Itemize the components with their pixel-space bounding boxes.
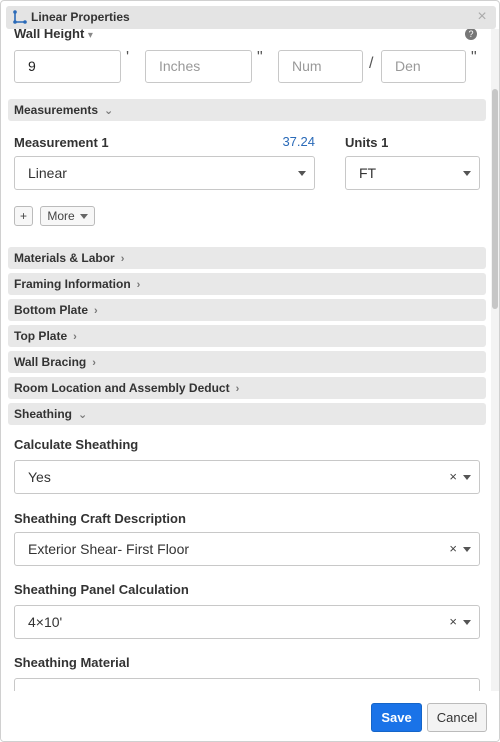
measurement-type-value: Linear	[28, 165, 67, 181]
wall-height-num-input[interactable]: Num	[278, 50, 363, 83]
info-icon[interactable]: ?	[465, 29, 477, 40]
chevron-right-icon: ›	[235, 383, 240, 395]
cancel-button[interactable]: Cancel	[427, 703, 487, 732]
measurement-type-select[interactable]	[14, 156, 315, 190]
chevron-right-icon: ›	[94, 305, 98, 317]
clear-icon[interactable]: ×	[449, 614, 457, 629]
fraction-slash: /	[369, 55, 374, 72]
wall-height-label: Wall Height ▾	[14, 29, 93, 41]
craft-description-value: Exterior Shear- First Floor	[28, 541, 190, 557]
wall-height-inches-input[interactable]: Inches	[145, 50, 252, 83]
sheathing-material-label: Sheathing Material	[14, 655, 130, 670]
section-materials-labor[interactable]	[8, 247, 486, 269]
caret-down-icon	[298, 171, 306, 176]
clear-icon[interactable]: ×	[449, 541, 457, 556]
section-bottom-plate[interactable]	[8, 299, 486, 321]
caret-down-icon	[463, 171, 471, 176]
craft-description-select[interactable]	[14, 532, 480, 566]
den-inches-mark: "	[471, 49, 477, 66]
section-measurements[interactable]	[8, 99, 486, 121]
section-top-plate[interactable]	[8, 325, 486, 347]
more-label: More	[47, 209, 75, 223]
panel-calculation-label: Sheathing Panel Calculation	[14, 582, 189, 597]
section-label: Materials & Labor	[14, 251, 115, 265]
section-wall-bracing[interactable]	[8, 351, 486, 373]
section-label: Framing Information	[14, 277, 131, 291]
wall-height-den-input[interactable]: Den	[381, 50, 466, 83]
units-1-label: Units 1	[345, 135, 389, 150]
chevron-right-icon: ›	[136, 279, 141, 291]
chevron-down-icon: ⌄	[104, 105, 114, 117]
section-label: Room Location and Assembly Deduct	[14, 381, 230, 395]
dialog-titlebar[interactable]	[6, 6, 496, 29]
add-measurement-button[interactable]: +	[14, 206, 33, 226]
sheathing-material-select[interactable]	[14, 678, 480, 691]
section-framing-information[interactable]	[8, 273, 486, 295]
caret-down-icon	[80, 214, 88, 219]
dialog-content	[1, 29, 491, 691]
scrollbar-thumb[interactable]	[492, 89, 498, 309]
caret-down-icon	[463, 620, 471, 625]
section-room-location[interactable]	[8, 377, 486, 399]
save-button[interactable]: Save	[371, 703, 422, 732]
section-label: Wall Bracing	[14, 355, 87, 369]
linear-measure-icon	[12, 10, 27, 25]
wall-height-feet-input[interactable]: 9	[14, 50, 121, 83]
dialog-title: Linear Properties	[31, 10, 130, 24]
chevron-right-icon: ›	[73, 331, 77, 343]
units-value: FT	[359, 165, 377, 181]
feet-mark: '	[126, 49, 130, 66]
section-label: Top Plate	[14, 329, 68, 343]
panel-calculation-value: 4×10'	[28, 614, 63, 630]
chevron-right-icon: ›	[92, 357, 96, 369]
chevron-down-icon: ⌄	[78, 409, 88, 421]
section-sheathing-label: Sheathing	[14, 407, 73, 421]
calculate-sheathing-select[interactable]	[14, 460, 480, 494]
clear-icon[interactable]: ×	[449, 469, 457, 484]
panel-calculation-select[interactable]	[14, 605, 480, 639]
craft-description-label: Sheathing Craft Description	[14, 511, 186, 526]
calculate-sheathing-value: Yes	[28, 469, 51, 485]
section-sheathing[interactable]	[8, 403, 486, 425]
caret-down-icon	[463, 475, 471, 480]
scrollbar[interactable]	[491, 29, 500, 691]
section-measurements-label: Measurements	[14, 103, 99, 117]
caret-down-icon	[463, 547, 471, 552]
close-icon[interactable]: ×	[477, 8, 487, 25]
measurement-1-label: Measurement 1	[14, 135, 109, 150]
more-button[interactable]	[40, 206, 95, 226]
section-label: Bottom Plate	[14, 303, 89, 317]
units-select[interactable]	[345, 156, 480, 190]
dialog-footer	[1, 691, 500, 742]
chevron-right-icon: ›	[120, 253, 125, 265]
inches-mark: "	[257, 49, 263, 66]
calculate-sheathing-label: Calculate Sheathing	[14, 437, 139, 452]
measurement-1-value[interactable]: 37.24	[282, 134, 315, 149]
